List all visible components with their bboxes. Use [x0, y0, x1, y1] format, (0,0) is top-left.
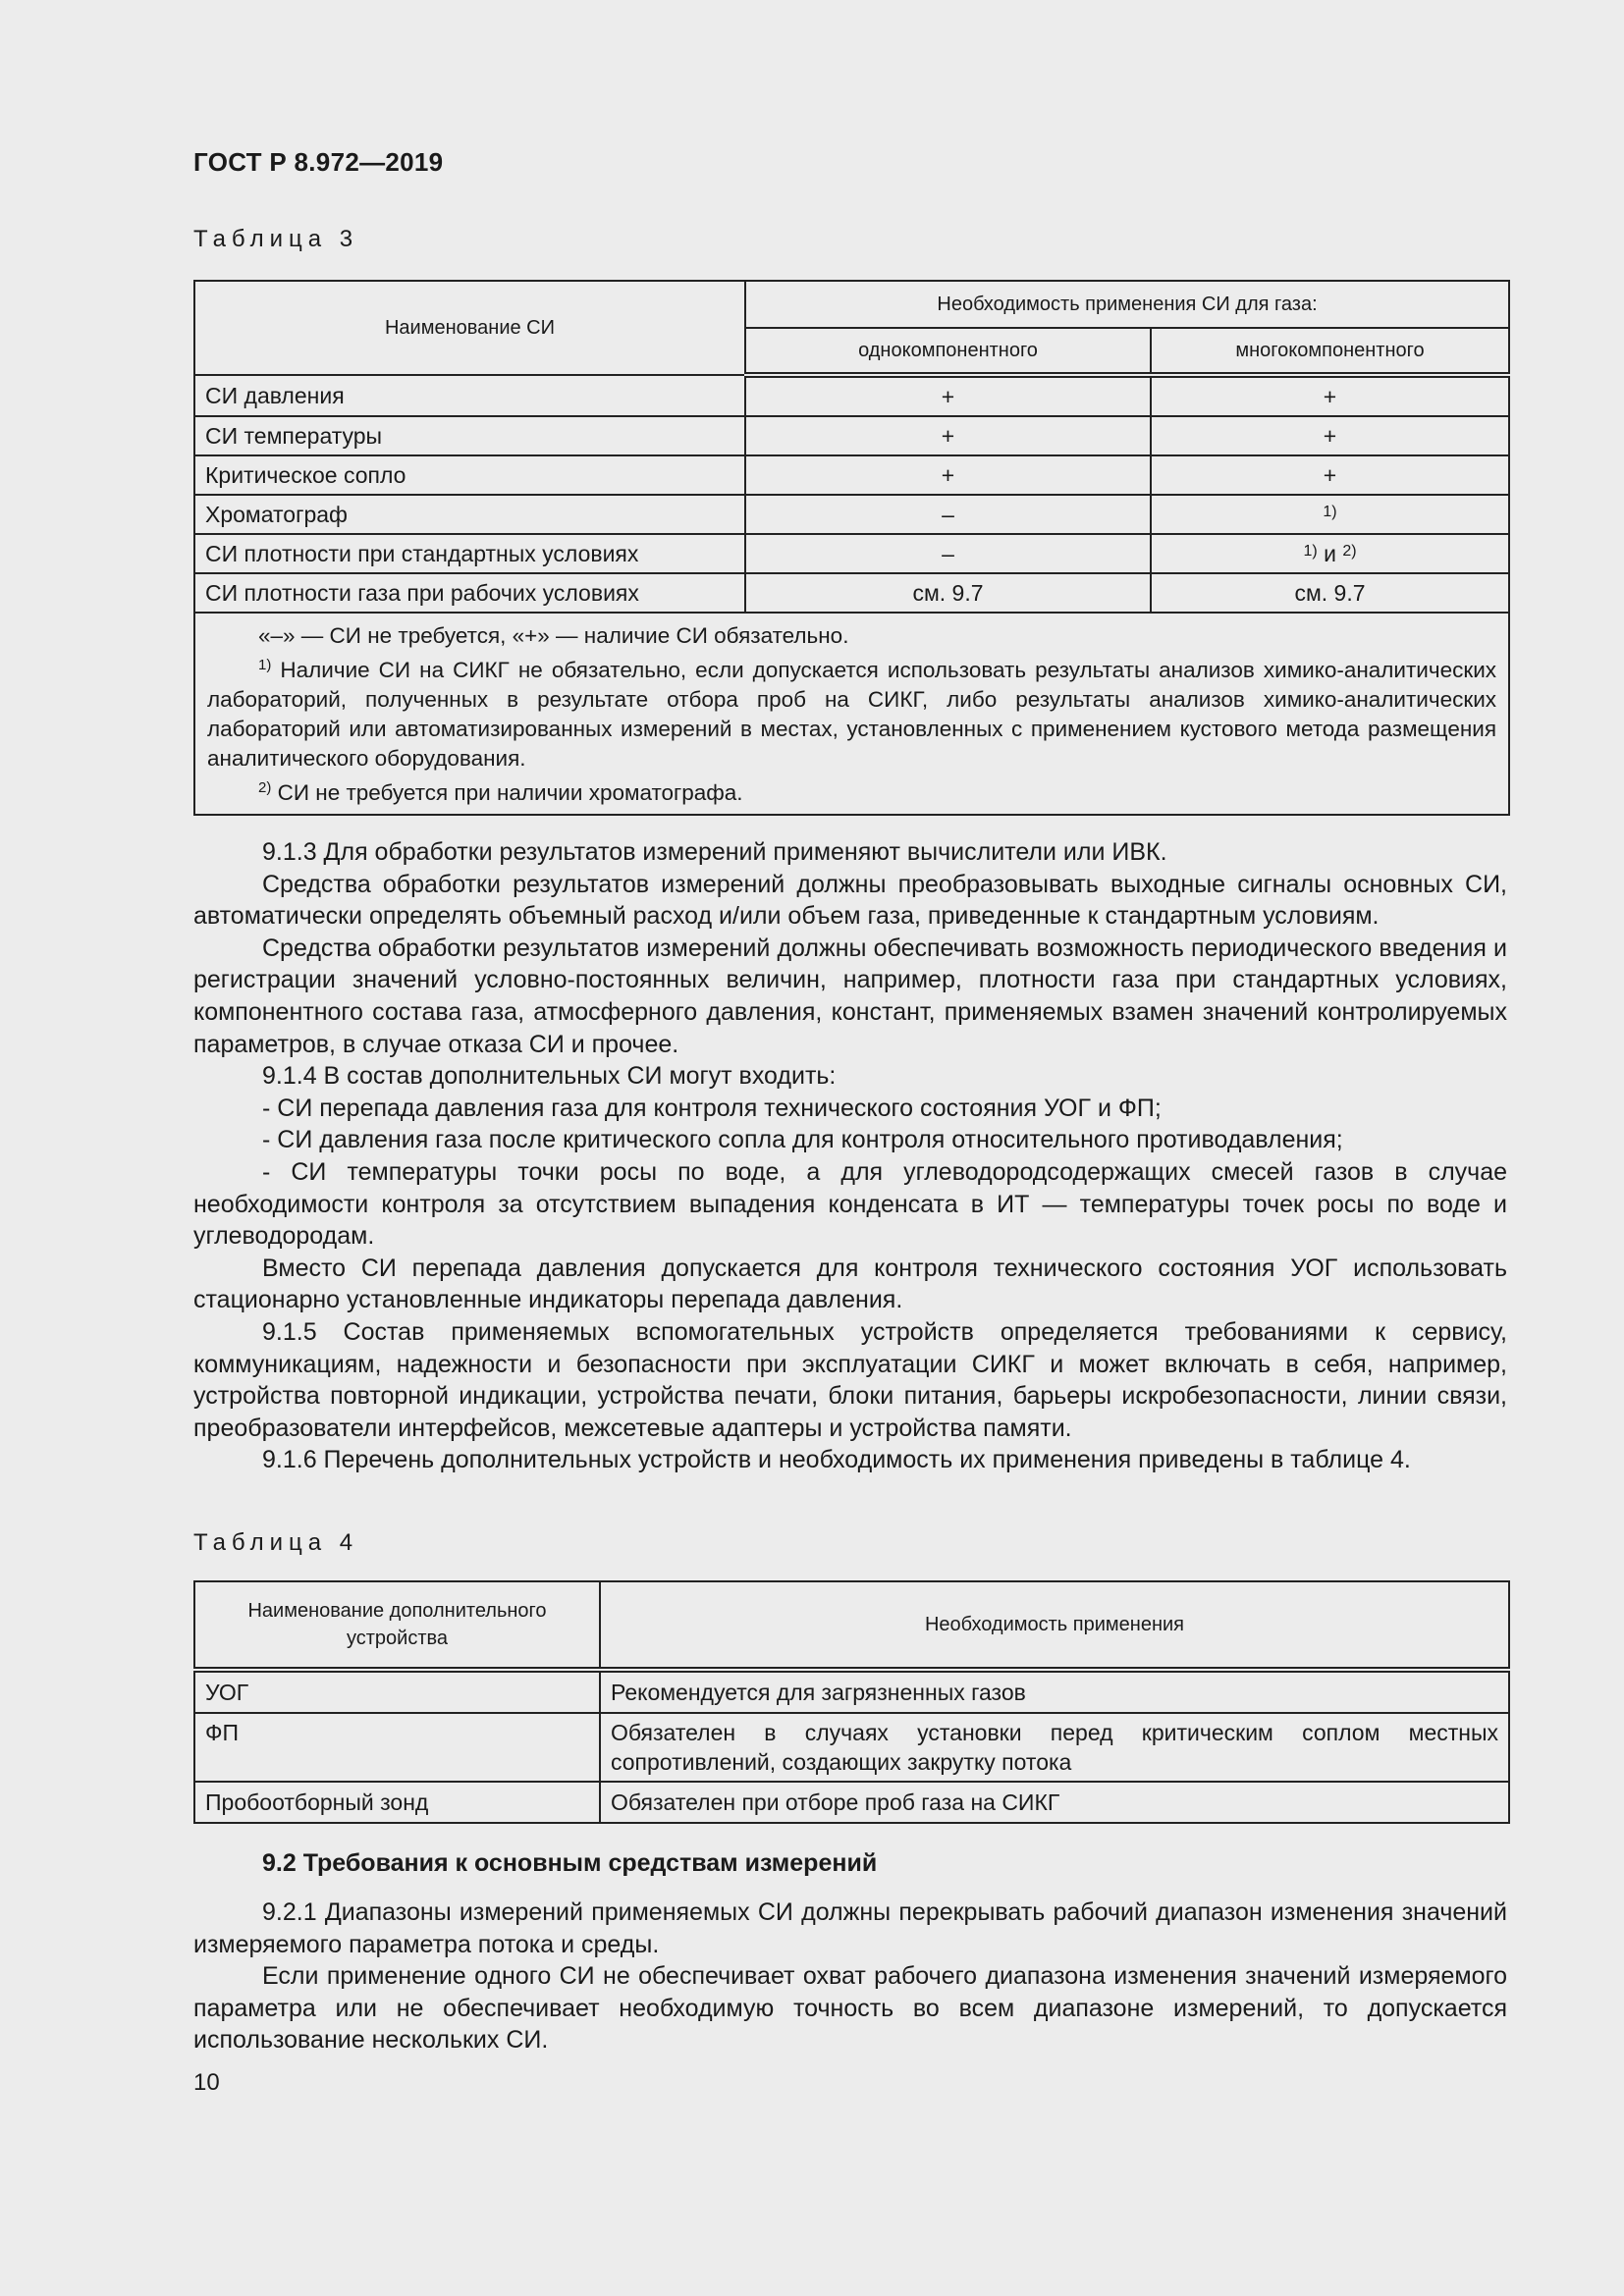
t3-cell-single: см. 9.7	[745, 573, 1151, 613]
t3-cell-single: –	[745, 534, 1151, 573]
page-number: 10	[193, 2069, 220, 2096]
table-row	[194, 573, 1509, 613]
table-row	[194, 495, 1509, 534]
t4-header-name: Наименование дополнительного устройства	[194, 1581, 600, 1670]
paragraph: Средства обработки результатов измерений должны обеспечивать возможность периодического введения и регистрации значений условно-постоянных величин, например, плотности газа при стандартных условиях, компонентного состава газа, атмосферного давления, констант, применяемых взамен значений контролируемых параметров, в случае отказа СИ и прочее.	[193, 934, 1507, 1058]
footnote-mark: 2)	[258, 779, 272, 796]
t3-cell-name: СИ температуры	[194, 416, 745, 455]
section-title: 9.2 Требования к основным средствам измерений	[262, 1849, 878, 1877]
t3-legend: «–» — СИ не требуется, «+» — наличие СИ обязательно.	[258, 623, 849, 648]
table-row	[194, 534, 1509, 573]
t3-cell-single: –	[745, 495, 1151, 534]
body-text-block-2	[193, 1896, 1507, 2056]
t3-cell-single: +	[745, 416, 1151, 455]
table-row	[194, 375, 1509, 416]
paragraph: Вместо СИ перепада давления допускается для контроля технического состояния УОГ использовать стационарно установленные индикаторы перепада давления.	[193, 1254, 1507, 1314]
list-item: - СИ температуры точки росы по воде, а для углеводородсодержащих смесей газов в случае необходимости контроля за отсутствием выпадения конденсата в ИТ — температуры точек росы по воде и углеводородам.	[193, 1157, 1507, 1251]
t4-cell-need: Обязателен в случаях установки перед критическим соплом местных сопротивлений, создающих закрутку потока	[600, 1713, 1509, 1782]
t3-notes	[194, 613, 1509, 815]
t4-cell-name: Пробоотборный зонд	[194, 1782, 600, 1823]
t4-cell-need: Обязателен при отборе проб газа на СИКГ	[600, 1782, 1509, 1823]
paragraph: Если применение одного СИ не обеспечивает охват рабочего диапазона изменения значений измеряемого параметра или не обеспечивает необходимую точность во всем диапазоне измерений, то допускается использование нескольких СИ.	[193, 1962, 1507, 2055]
t3-cell-multi: +	[1151, 455, 1509, 495]
footnote-ref: 1)	[1303, 542, 1318, 560]
t3-header-need: Необходимость применения СИ для газа:	[745, 281, 1509, 328]
table-4-caption: Таблица 4	[193, 1529, 359, 1556]
t3-cell-multi	[1151, 534, 1509, 573]
table-3	[193, 280, 1510, 816]
paragraph: 9.2.1 Диапазоны измерений применяемых СИ должны перекрывать рабочий диапазон изменения значений измеряемого параметра потока и среды.	[193, 1898, 1507, 1958]
t3-cell-name: СИ плотности газа при рабочих условиях	[194, 573, 745, 613]
t4-cell-name: УОГ	[194, 1670, 600, 1713]
conjunction: и	[1317, 540, 1343, 566]
footnote-mark: 1)	[258, 657, 272, 673]
paragraph: 9.1.5 Состав применяемых вспомогательных устройств определяется требованиями к сервису, коммуникациям, надежности и безопасности при эксплуатации СИКГ и может включать в себя, например, устройства повторной индикации, устройства печати, блоки питания, барьеры искробезопасности, линии связи, преобразователи интерфейсов, межсетевые адаптеры и устройства памяти.	[193, 1317, 1507, 1442]
footnote-ref: 2)	[1342, 542, 1357, 560]
paragraph: 9.1.4 В состав дополнительных СИ могут входить:	[262, 1062, 837, 1091]
t3-cell-multi: см. 9.7	[1151, 573, 1509, 613]
t4-cell-name: ФП	[194, 1713, 600, 1782]
footnote-ref: 1)	[1323, 503, 1337, 520]
t3-cell-name: Хроматограф	[194, 495, 745, 534]
t3-cell-multi: +	[1151, 416, 1509, 455]
t3-cell-multi: +	[1151, 375, 1509, 416]
table-row	[194, 455, 1509, 495]
paragraph: Средства обработки результатов измерений должны преобразовывать выходные сигналы основных СИ, автоматически определять объемный расход и/или объем газа, приведенные к стандартным условиям.	[193, 870, 1507, 931]
footnote-text: СИ не требуется при наличии хроматографа.	[271, 780, 743, 805]
t3-cell-name: СИ плотности при стандартных условиях	[194, 534, 745, 573]
footnote-text: Наличие СИ на СИКГ не обязательно, если допускается использовать результаты анализов химико-аналитических лабораторий, полученных в результате отбора проб на СИКГ, либо результаты анализов химико-аналитических лабораторий или автоматизированных измерений в местах, установленных с применением кустового метода размещения аналитического оборудования.	[207, 658, 1497, 771]
t3-cell-single: +	[745, 455, 1151, 495]
t3-footnote-2	[207, 774, 1496, 808]
table-4	[193, 1580, 1510, 1824]
paragraph: 9.1.6 Перечень дополнительных устройств и необходимость их применения приведены в таблице 4.	[262, 1446, 1411, 1474]
t3-cell-multi	[1151, 495, 1509, 534]
t3-cell-name: СИ давления	[194, 375, 745, 416]
list-item: - СИ давления газа после критического сопла для контроля относительного противодавления;	[262, 1126, 1343, 1154]
table-row	[194, 1782, 1509, 1823]
t4-cell-need: Рекомендуется для загрязненных газов	[600, 1670, 1509, 1713]
t3-header-name: Наименование СИ	[194, 281, 745, 375]
paragraph: 9.1.3 Для обработки результатов измерений применяют вычислители или ИВК.	[262, 838, 1167, 866]
document-header: ГОСТ Р 8.972—2019	[193, 147, 444, 177]
table-row	[194, 416, 1509, 455]
t3-footnote-1	[207, 651, 1496, 774]
t3-header-multi: многокомпонентного	[1151, 328, 1509, 375]
body-text-block-1	[193, 836, 1507, 1476]
list-item: - СИ перепада давления газа для контроля технического состояния УОГ и ФП;	[262, 1094, 1162, 1122]
t3-cell-single: +	[745, 375, 1151, 416]
t4-header-need: Необходимость применения	[600, 1581, 1509, 1670]
table-3-caption: Таблица 3	[193, 226, 359, 252]
t3-header-single: однокомпонентного	[745, 328, 1151, 375]
table-row	[194, 1713, 1509, 1782]
t3-cell-name: Критическое сопло	[194, 455, 745, 495]
table-row	[194, 1670, 1509, 1713]
